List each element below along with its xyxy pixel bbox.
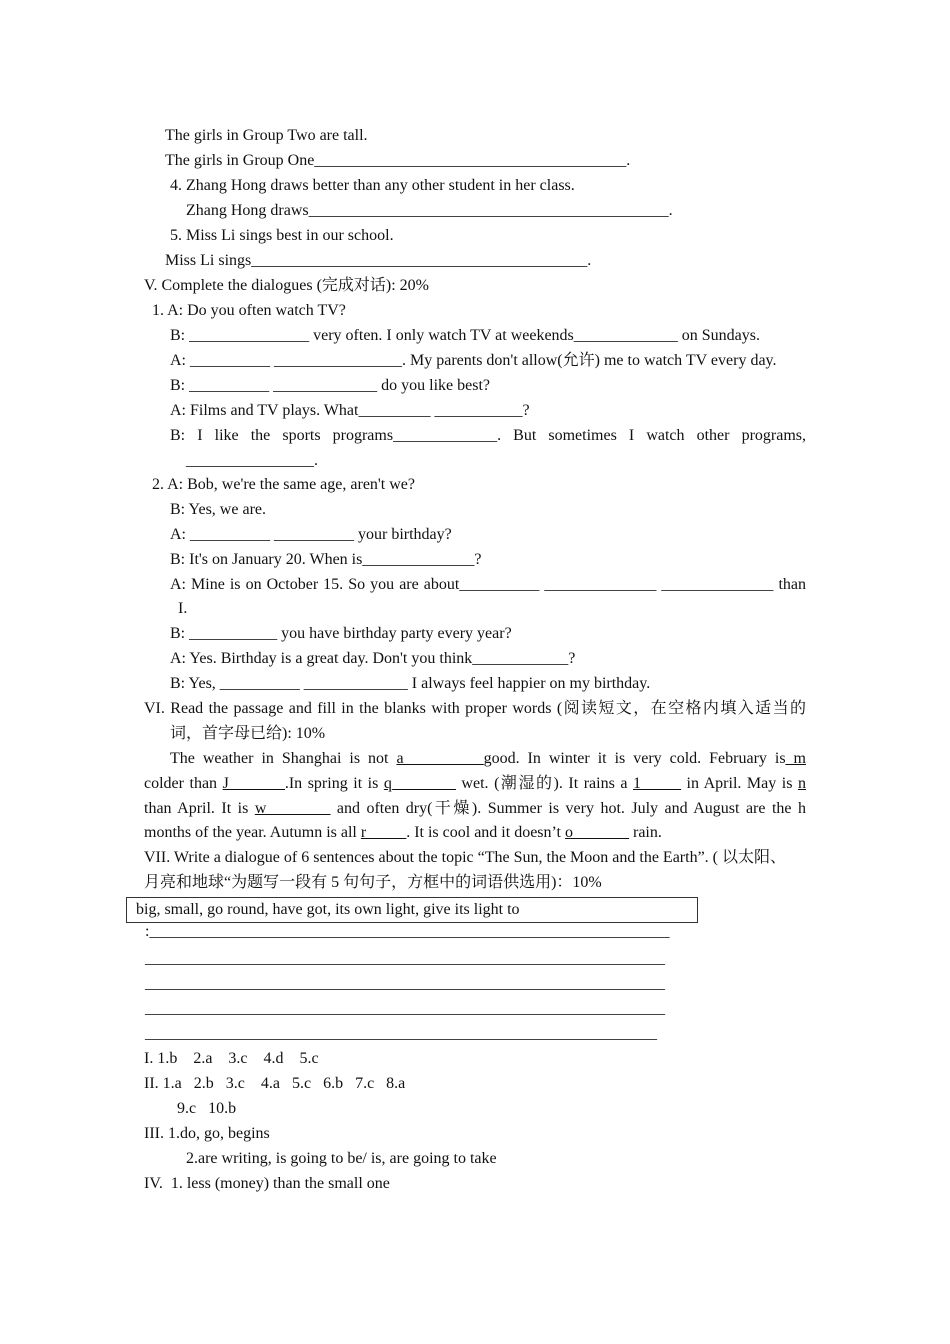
text-line: A: Films and TV plays. What_________ ___________? <box>170 402 530 419</box>
section-heading: 月亮和地球“为题写一段有 5 句句子，方框中的词语供选用)：10% <box>144 874 602 891</box>
passage-text: colder than <box>144 775 223 792</box>
text-line: The girls in Group One_______________________________________. <box>165 152 631 169</box>
answer-key-line: 2.are writing, is going to be/ is, are going to take <box>186 1150 497 1167</box>
text-line: 2. A: Bob, we're the same age, aren't we? <box>152 476 415 493</box>
answer-line: :_________________________________________________________________ <box>145 923 670 940</box>
passage-text: The weather in Shanghai is not <box>170 750 397 767</box>
word-box-text: big, small, go round, have got, its own light, give its light to <box>136 901 520 918</box>
answer-key-line: I. 1.b 2.a 3.c 4.d 5.c <box>144 1050 319 1067</box>
answer-key-line: II. 1.a 2.b 3.c 4.a 5.c 6.b 7.c 8.a <box>144 1075 406 1092</box>
answer-line: _________________________________________________________________ <box>145 950 665 967</box>
blank: a__________ <box>396 750 484 767</box>
passage-text: than April. It is <box>144 800 255 817</box>
passage-line <box>144 799 806 819</box>
blank: 1_____ <box>632 775 681 792</box>
passage-text: . It is cool and it doesn’t <box>406 824 565 841</box>
answer-line: _________________________________________________________________ <box>145 1000 665 1017</box>
blank: q________ <box>383 775 456 792</box>
section-heading: VII. Write a dialogue of 6 sentences about the topic “The Sun, the Moon and the Earth”. ( 以太阳、 <box>144 849 786 866</box>
text-line: B: I like the sports programs_____________. But sometimes I watch other programs, <box>170 427 806 444</box>
answer-key-line: IV. 1. less (money) than the small one <box>144 1175 390 1192</box>
text-line: The girls in Group Two are tall. <box>165 127 368 144</box>
passage-text: wet. (潮湿的). It rains a <box>455 775 633 792</box>
blank: J_______ <box>222 775 285 792</box>
text-line: I. <box>178 600 188 617</box>
text-line: 4. Zhang Hong draws better than any other student in her class. <box>170 177 575 194</box>
passage-text: in April. May is <box>680 775 798 792</box>
text-line: B: _______________ very often. I only watch TV at weekends_____________ on Sundays. <box>170 327 761 344</box>
text-line: B: __________ _____________ do you like best? <box>170 377 490 394</box>
passage-text: rain. <box>629 824 662 841</box>
blank: r_____ <box>360 824 407 841</box>
passage-text: good. In winter it is very cold. February is <box>483 750 786 767</box>
passage-text: .In spring it is <box>284 775 384 792</box>
passage-line <box>144 774 806 794</box>
text-line: B: ___________ you have birthday party every year? <box>170 625 512 642</box>
text-line: B: Yes, __________ _____________ I always feel happier on my birthday. <box>170 675 651 692</box>
text-line: B: Yes, we are. <box>170 501 266 518</box>
text-line: ________________. <box>186 452 318 469</box>
passage-text: and often dry(干燥). Summer is very hot. July and August are the h <box>330 800 806 817</box>
answer-line: ________________________________________________________________ <box>145 1025 657 1042</box>
blank: w________ <box>254 800 331 817</box>
blank: o_______ <box>565 824 629 841</box>
text-line: A: __________ __________ your birthday? <box>170 526 452 543</box>
section-heading: V. Complete the dialogues (完成对话): 20% <box>144 277 430 294</box>
answer-key-line: III. 1.do, go, begins <box>144 1125 270 1142</box>
answer-key-line: 9.c 10.b <box>177 1100 237 1117</box>
blank: _m <box>785 750 806 767</box>
text-line: 5. Miss Li sings best in our school. <box>170 227 394 244</box>
passage-text: months of the year. Autumn is all <box>144 824 361 841</box>
passage-line <box>144 823 662 843</box>
passage-line <box>170 749 806 769</box>
text-line: A: Mine is on October 15. So you are about__________ ______________ ______________ than <box>170 576 806 593</box>
text-line: 1. A: Do you often watch TV? <box>152 302 346 319</box>
section-heading: VI. Read the passage and fill in the blanks with proper words (阅读短文，在空格内填入适当的 <box>144 700 806 717</box>
blank: n <box>798 775 806 792</box>
text-line: Zhang Hong draws_____________________________________________. <box>186 202 673 219</box>
text-line: A: Yes. Birthday is a great day. Don't you think____________? <box>170 650 576 667</box>
answer-line: _________________________________________________________________ <box>145 975 665 992</box>
text-line: A: __________ ________________. My parents don't allow(允许) me to watch TV every day. <box>170 352 777 369</box>
text-line: Miss Li sings__________________________________________. <box>165 252 592 269</box>
text-line: B: It's on January 20. When is______________? <box>170 551 482 568</box>
text-line: 词，首字母已给): 10% <box>170 725 326 742</box>
word-box <box>126 897 698 923</box>
